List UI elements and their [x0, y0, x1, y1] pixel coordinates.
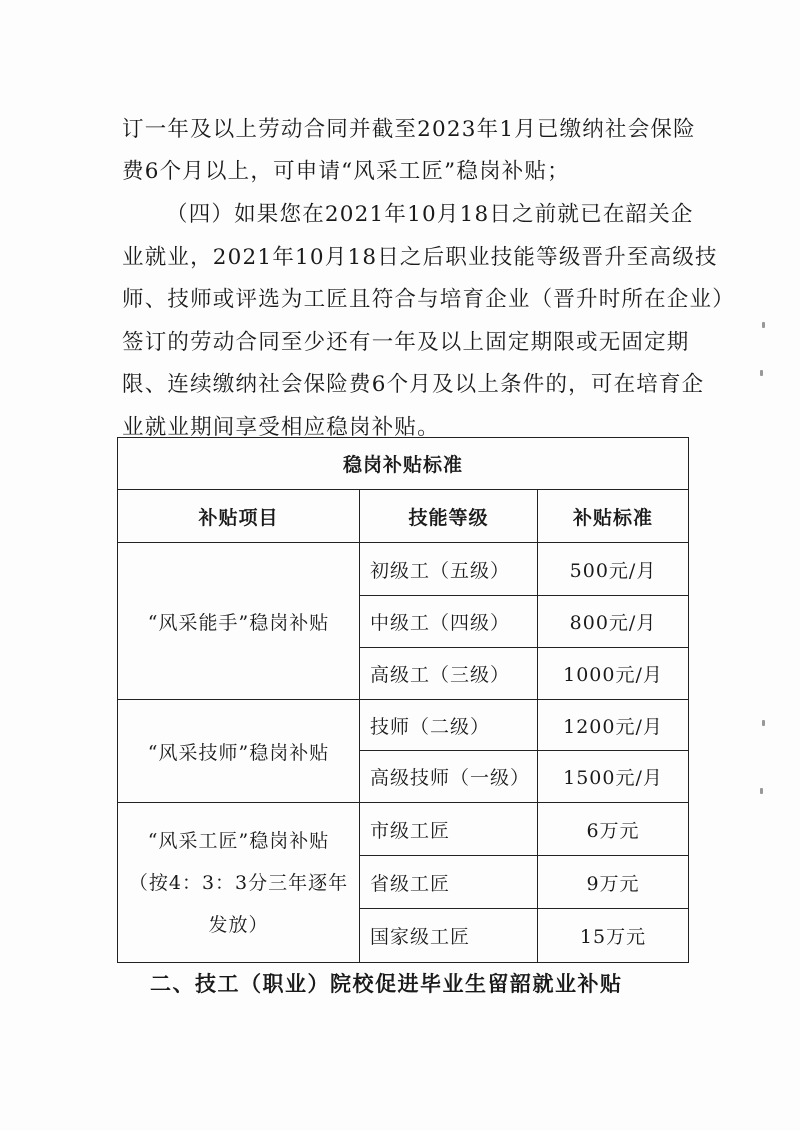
skill-level-cell: 省级工匠	[360, 856, 538, 909]
paragraph-line: 限、连续缴纳社会保险费6个月及以上条件的，可在培育企	[122, 372, 705, 397]
subsidy-item-line: “风采工匠”稳岗补贴	[147, 829, 330, 852]
skill-level-cell: 国家级工匠	[360, 909, 538, 963]
table-title: 稳岗补贴标准	[118, 438, 689, 490]
amount-cell: 800元/月	[538, 596, 689, 648]
subsidy-item-cell	[118, 803, 360, 963]
skill-level-cell: 高级技师（一级）	[360, 751, 538, 803]
skill-level-cell: 高级工（三级）	[360, 648, 538, 700]
paragraph-line: 费6个月以上，可申请“风采工匠”稳岗补贴；	[122, 159, 570, 184]
paragraph-line: 业就业，2021年10月18日之后职业技能等级晋升至高级技	[122, 245, 718, 270]
scan-speck	[760, 788, 763, 794]
scan-speck	[762, 322, 765, 328]
column-header-item: 补贴项目	[118, 490, 360, 543]
column-header-amount: 补贴标准	[538, 490, 689, 543]
scan-speck	[762, 720, 765, 726]
amount-cell: 500元/月	[538, 543, 689, 596]
subsidy-item-line: （按4：3：3分三年逐年	[128, 871, 349, 894]
subsidy-item-cell: “风采能手”稳岗补贴	[118, 543, 360, 700]
amount-cell: 9万元	[538, 856, 689, 909]
paragraph-line: 订一年及以上劳动合同并截至2023年1月已缴纳社会保险	[122, 117, 696, 142]
section-heading: 二、技工（职业）院校促进毕业生留韶就业补贴	[150, 972, 623, 996]
skill-level-cell: 技师（二级）	[360, 700, 538, 751]
amount-cell: 15万元	[538, 909, 689, 963]
amount-cell: 1200元/月	[538, 700, 689, 751]
paragraph-line: 师、技师或评选为工匠且符合与培育企业（晋升时所在企业）	[122, 287, 735, 312]
skill-level-cell: 中级工（四级）	[360, 596, 538, 648]
scan-speck	[760, 370, 763, 376]
subsidy-item-cell: “风采技师”稳岗补贴	[118, 700, 360, 803]
column-header-level: 技能等级	[360, 490, 538, 543]
amount-cell: 1500元/月	[538, 751, 689, 803]
amount-cell: 6万元	[538, 803, 689, 856]
subsidy-standard-table	[117, 437, 689, 963]
subsidy-item-line: 发放）	[208, 913, 269, 936]
paragraph-line: 业就业期间享受相应稳岗补贴。	[122, 415, 440, 440]
amount-cell: 1000元/月	[538, 648, 689, 700]
skill-level-cell: 初级工（五级）	[360, 543, 538, 596]
skill-level-cell: 市级工匠	[360, 803, 538, 856]
paragraph-line: 签订的劳动合同至少还有一年及以上固定期限或无固定期	[122, 330, 690, 355]
paragraph-line: （四）如果您在2021年10月18日之前就已在韶关企	[166, 202, 694, 227]
